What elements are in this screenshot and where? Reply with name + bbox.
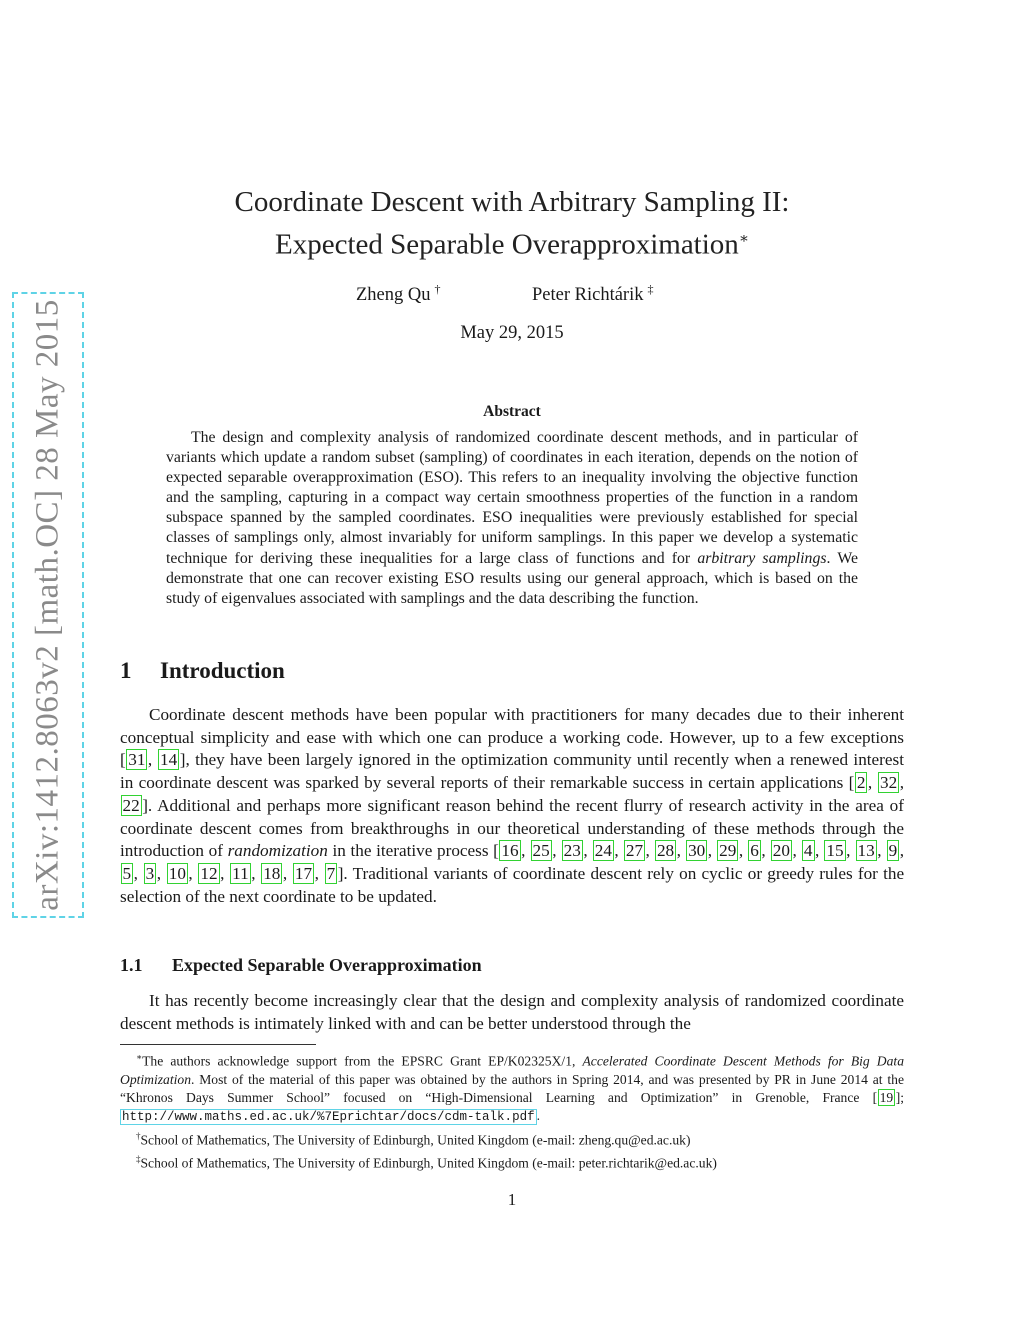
footnote-1-text-c: ];: [895, 1090, 904, 1106]
citation-link[interactable]: 2: [856, 773, 866, 793]
footnote-2-mark: †: [136, 1130, 141, 1141]
author-1: [356, 282, 441, 306]
arxiv-identifier-box: [12, 292, 84, 918]
citation-link[interactable]: 28: [656, 841, 675, 861]
citation-group-b: 2 , 32 , 22: [122, 773, 904, 815]
footnote-3-text: School of Mathematics, The University of Edinburgh, United Kingdom (e-mail: peter.richtarik@ed.ac.uk): [140, 1155, 717, 1171]
paper-title: [120, 184, 904, 264]
footnote-1-url-link[interactable]: http://www.maths.ed.ac.uk/%7Eprichtar/docs/cdm-talk.pdf: [122, 1110, 535, 1125]
intro-emphasis: randomization: [227, 841, 328, 861]
citation-link[interactable]: 4: [803, 841, 813, 861]
intro-text-d: in the iterative process [: [327, 841, 499, 861]
intro-text-a: Coordinate descent methods have been popular with practitioners for many decades due to their inherent conceptual simplicity and ease with which one can produce a working code. However, up to a few exceptions [: [120, 705, 904, 770]
author-2-mark: ‡: [647, 282, 654, 296]
intro-text-c: ]. Additional and perhaps more significant reason behind the recent flurry of research activity in the area of coordinate descent comes from breakthroughs in our theoretical understanding of these methods through the introduction of: [120, 795, 904, 861]
title-line-1: Coordinate Descent with Arbitrary Sampling II:: [234, 186, 790, 218]
citation-link[interactable]: 15: [826, 841, 844, 861]
abstract-body: [166, 428, 858, 609]
citation-link[interactable]: 29: [719, 841, 737, 861]
author-1-mark: †: [434, 282, 441, 296]
citation-link[interactable]: 5: [122, 863, 132, 883]
citation-link[interactable]: 16: [501, 841, 519, 861]
citation-link[interactable]: 30: [688, 841, 706, 861]
title-line-2: [120, 221, 904, 264]
citation-link[interactable]: 9: [888, 841, 898, 861]
footnote-rule: [120, 1044, 316, 1045]
abstract-emphasis: arbitrary samplings: [697, 549, 827, 567]
section-title: Introduction: [160, 658, 285, 683]
page-number: 1: [507, 1190, 517, 1209]
author-2-name: Peter Richtárik: [532, 285, 644, 306]
citation-link[interactable]: 31: [128, 750, 146, 770]
footnote-1-text-a: The authors acknowledge support from the EPSRC Grant EP/K02325X/1,: [142, 1053, 583, 1069]
citation-link[interactable]: 6: [750, 841, 759, 861]
citation-link[interactable]: 11: [232, 863, 249, 883]
citation-link[interactable]: 3: [145, 863, 155, 883]
citation-link[interactable]: 14: [160, 750, 178, 770]
citation-link[interactable]: 18: [263, 863, 281, 883]
citation-link[interactable]: 20: [772, 841, 790, 861]
citation-link[interactable]: 24: [594, 841, 612, 861]
footnote-3-mark: ‡: [136, 1153, 141, 1164]
footnote-2: [120, 1127, 904, 1150]
citation-group-c: 16 , 25 , 23 , 24 , 27 , 28 , 30 , 29 , 6 , 20 , 4 , 15 , 13 , 9 , 5 , 3 , 10 , 12 , 11 , 18 , 17 , 7: [122, 841, 905, 883]
abstract-text-b: . We demonstrate that one can recover existing ESO results using our general approach, which is based on the study of eigenvalues associated with samplings and the data describing the function.: [166, 549, 858, 607]
intro-paragraph: [120, 704, 904, 908]
citation-link[interactable]: 32: [880, 773, 898, 793]
citation-link[interactable]: 22: [122, 795, 140, 815]
footnotes: [120, 1048, 904, 1172]
footnote-1-mark: ∗: [136, 1052, 143, 1062]
footnote-3: [120, 1150, 904, 1173]
citation-link[interactable]: 13: [857, 841, 875, 861]
subsection-title: Expected Separable Overapproximation: [172, 955, 482, 975]
title-line-2-text: Expected Separable Overapproximation: [274, 228, 739, 261]
footnote-1-text-b: . Most of the material of this paper was obtained by the authors in Spring 2014, and was presented by PR in June 2014 at the “Khronos Days Summer School” focused on “High-Dimensional Learning and Optimization” in Grenoble, France [: [120, 1071, 904, 1106]
abstract-heading: Abstract: [483, 403, 541, 420]
citation-link[interactable]: 23: [563, 841, 581, 861]
citation-link[interactable]: 17: [294, 863, 313, 883]
paper-date: May 29, 2015: [460, 323, 564, 343]
footnote-1: [120, 1048, 904, 1127]
footnote-1-emphasis: Accelerated Coordinate Descent Methods for Big Data Optimization: [120, 1053, 904, 1087]
arxiv-identifier: arXiv:1412.8063v2 [math.OC] 28 May 2015: [29, 299, 66, 911]
title-footnote-mark: ∗: [738, 231, 750, 247]
footnote-2-text: School of Mathematics, The University of Edinburgh, United Kingdom (e-mail: zheng.qu@ed.ac.uk): [140, 1132, 691, 1148]
citation-link[interactable]: 12: [200, 863, 218, 883]
footnote-1-text-d: .: [536, 1108, 540, 1124]
section-number: 1: [120, 658, 132, 683]
citation-link[interactable]: 27: [625, 841, 644, 861]
citation-group-a: 31 , 14: [128, 750, 178, 770]
intro-text-e: ]. Traditional variants of coordinate descent rely on cyclic or greedy rules for the selection of the next coordinate to be updated.: [120, 863, 905, 906]
author-2: [532, 282, 653, 306]
subsection-paragraph: It has recently become increasingly clear that the design and complexity analysis of randomized coordinate descent methods is intimately linked with and can be better understood through the: [120, 991, 904, 1033]
author-1-name: Zheng Qu: [356, 285, 431, 306]
abstract-text-a: The design and complexity analysis of randomized coordinate descent methods, and in particular of variants which update a random subset (sampling) of coordinates in each iteration, depends on the notion of expected separable overapproximation (ESO). This refers to an inequality involving the objective function and the sampling, capturing in a compact way certain smoothness properties of the function in a random subspace spanned by the sampled coordinates. ESO inequalities were previously established for special classes of samplings only, almost invariably for uniform samplings. In this paper we develop a systematic technique for deriving these inequalities for a large class of functions and for: [166, 429, 858, 567]
subsection-number: 1.1: [120, 955, 143, 975]
citation-link[interactable]: 7: [326, 863, 336, 883]
footnote-1-citation[interactable]: 19: [879, 1090, 894, 1106]
intro-text-b: ], they have been largely ignored in the optimization community until recently when a renewed interest in coordinate descent was sparked by several reports of their remarkable success in certain applications [: [120, 750, 905, 793]
citation-link[interactable]: 10: [168, 863, 186, 883]
citation-link[interactable]: 25: [532, 841, 550, 861]
